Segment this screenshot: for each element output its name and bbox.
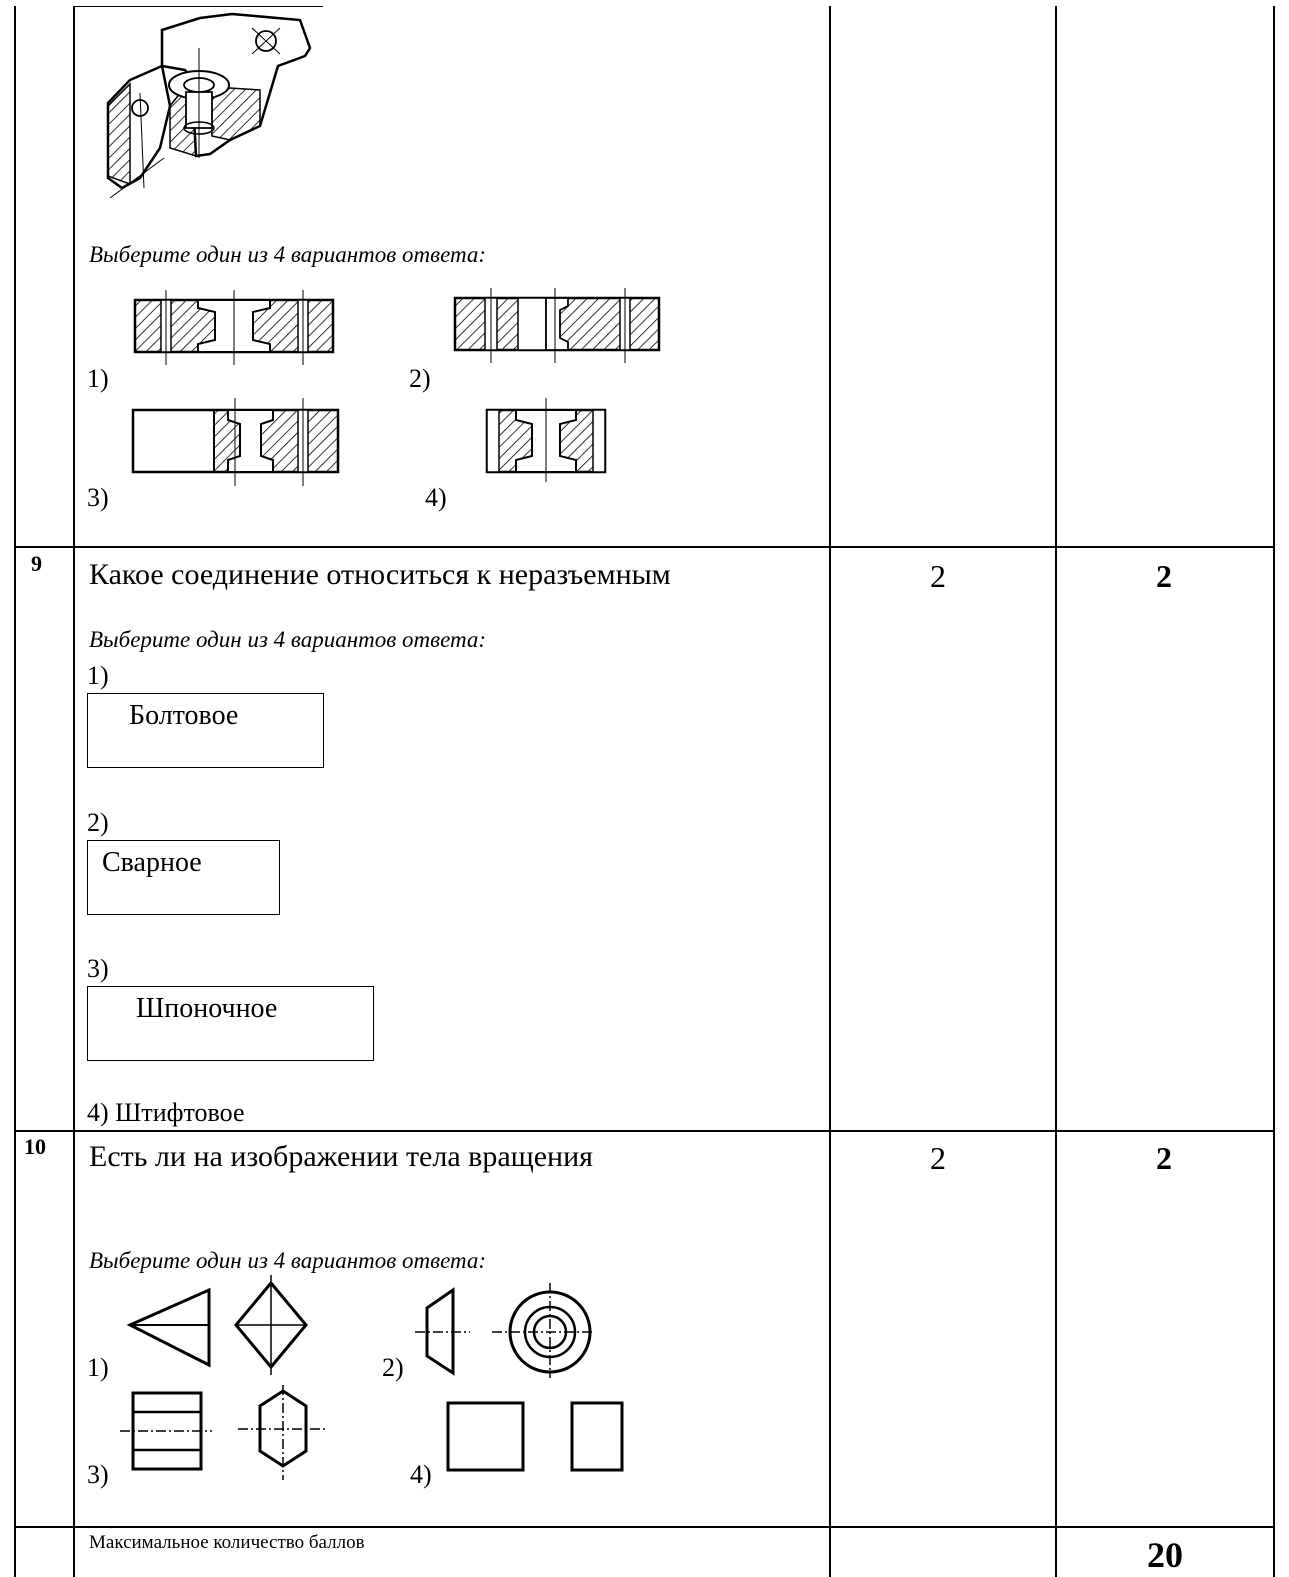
q9-option-2-text: Сварное — [102, 847, 202, 878]
question-max-points: 2 — [1156, 558, 1172, 594]
q8-option-3-label: 3) — [87, 483, 109, 512]
q8-option-4-label: 4) — [425, 483, 447, 512]
shapes-option-1-drawing — [125, 1275, 315, 1375]
section-option-4-drawing — [480, 398, 610, 483]
grid-line — [1055, 6, 1057, 1577]
question-points: 2 — [930, 558, 946, 594]
question-number: 10 — [24, 1134, 46, 1159]
q9-option-4-text: 4) Штифтовое — [87, 1098, 245, 1127]
shapes-option-4-drawing — [440, 1395, 630, 1480]
q10-option-1-label: 1) — [87, 1353, 109, 1382]
section-option-3-drawing — [128, 398, 343, 488]
grid-line — [14, 546, 1275, 548]
shapes-option-2-drawing — [415, 1278, 595, 1378]
grid-line — [14, 6, 16, 1577]
grid-line — [14, 1130, 1275, 1132]
select-prompt: Выберите один из 4 вариантов ответа: — [89, 242, 487, 267]
grid-line — [1273, 6, 1275, 1577]
q9-option-3-text: Шпоночное — [136, 993, 278, 1024]
max-points-total: 20 — [1147, 1535, 1183, 1575]
q10-option-4-label: 4) — [410, 1460, 432, 1489]
shapes-option-3-drawing — [120, 1385, 330, 1485]
q9-option-1-text: Болтовое — [129, 700, 239, 731]
grid-line — [73, 6, 75, 1577]
grid-line — [73, 6, 323, 7]
max-points-label: Максимальное количество баллов — [89, 1532, 365, 1553]
select-prompt: Выберите один из 4 вариантов ответа: — [89, 1248, 487, 1273]
question-text: Есть ли на изображении тела вращения — [89, 1140, 593, 1173]
question-max-points: 2 — [1156, 1140, 1172, 1176]
question-points: 2 — [930, 1140, 946, 1176]
question-number: 9 — [31, 551, 42, 576]
grid-line — [829, 6, 831, 1577]
section-option-1-drawing — [128, 290, 343, 370]
q8-option-2-label: 2) — [409, 364, 431, 393]
q9-option-2-label: 2) — [87, 808, 109, 837]
grid-line — [14, 1526, 1275, 1528]
q9-option-1-label: 1) — [87, 661, 109, 690]
part-isometric-drawing — [100, 8, 320, 198]
q10-option-3-label: 3) — [87, 1460, 109, 1489]
q8-option-1-label: 1) — [87, 364, 109, 393]
select-prompt: Выберите один из 4 вариантов ответа: — [89, 627, 487, 652]
question-text: Какое соединение относиться к неразъемным — [89, 558, 671, 591]
section-option-2-drawing — [450, 288, 665, 368]
q9-option-3-label: 3) — [87, 954, 109, 983]
q10-option-2-label: 2) — [382, 1353, 404, 1382]
